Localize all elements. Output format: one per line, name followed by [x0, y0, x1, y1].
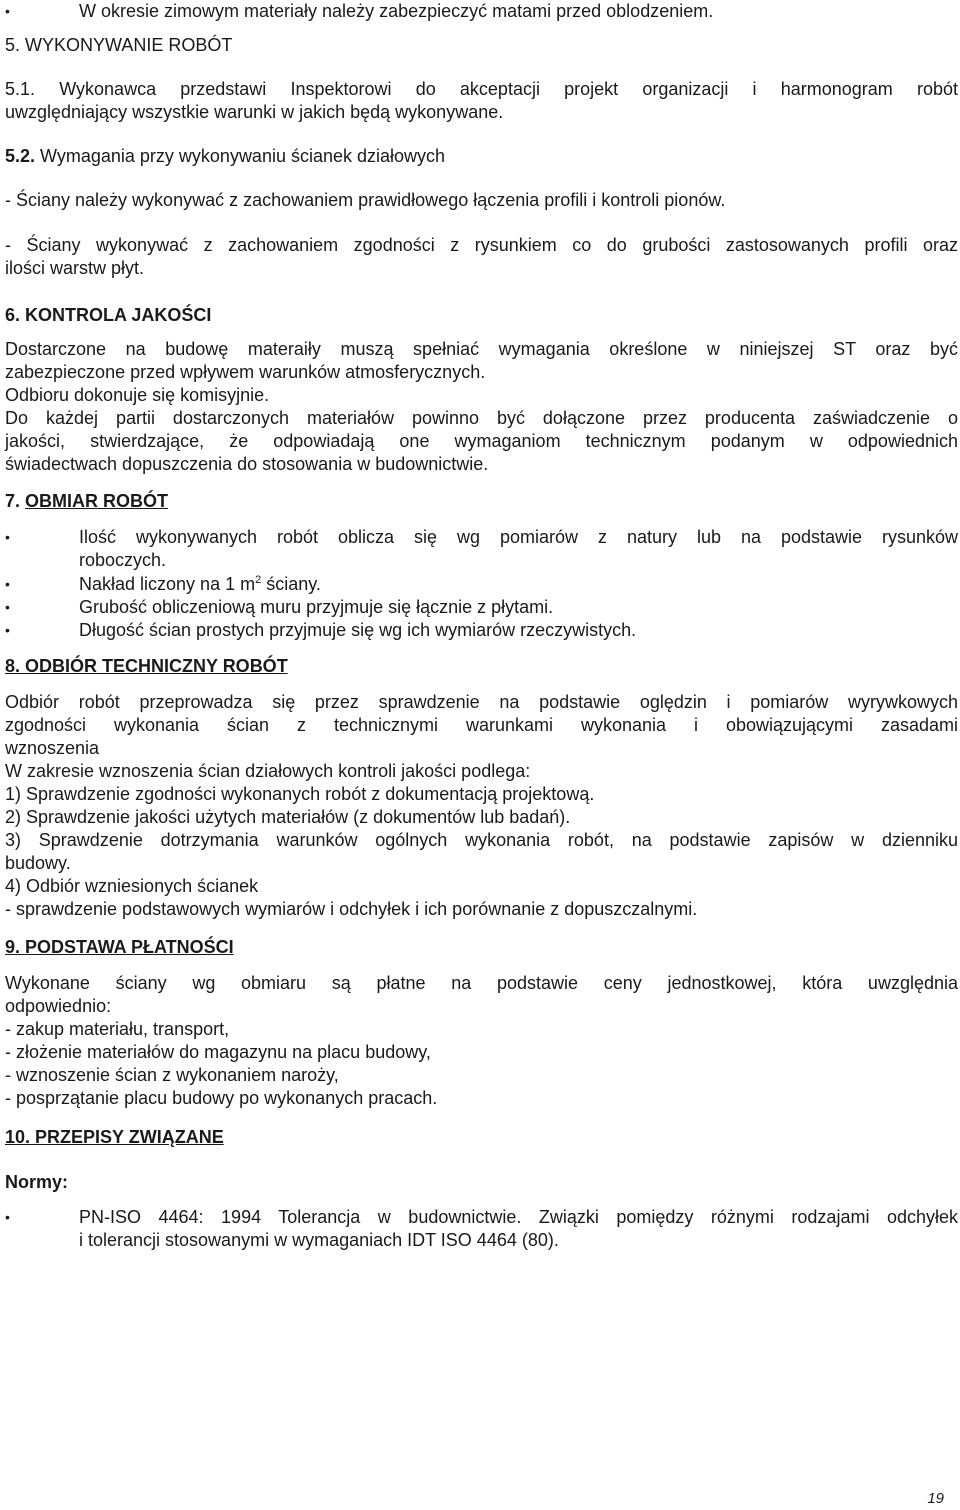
section-5-1-line2: uwzględniający wszystkie warunki w jakich będą wykonywane. [5, 102, 504, 122]
section-7-number: 7. [5, 491, 26, 511]
bullet-marker: • [5, 1209, 10, 1225]
section-5-1-line1: 5.1. Wykonawca przedstawi Inspektorowi do akceptacji projekt organizacji i harmonogram robót [5, 79, 958, 99]
section-6-heading: 6. KONTROLA JAKOŚCI [5, 305, 212, 325]
section-7-bullet1-line2: roboczych. [79, 550, 167, 570]
section-9-line2: odpowiednio: [5, 996, 112, 1016]
section-9-line4: - złożenie materiałów do magazynu na placu budowy, [5, 1042, 431, 1062]
section-8-line8: budowy. [5, 853, 71, 873]
section-8-line9: 4) Odbiór wzniesionych ścianek [5, 876, 259, 896]
section-5-2-para2-line1: - Ściany wykonywać z zachowaniem zgodności z rysunkiem co do grubości zastosowanych profili oraz [5, 235, 958, 255]
section-7-heading [5, 490, 958, 513]
section-7-bullet2-post: ściany. [261, 574, 321, 594]
section-7-bullet2-sup: 2 [255, 574, 262, 586]
section-8-line6: 2) Sprawdzenie jakości użytych materiałów (z dokumentów lub badań). [5, 807, 571, 827]
bullet-marker: • [5, 576, 10, 592]
section-5-2-text: Wymagania przy wykonywaniu ścianek działowych [35, 146, 446, 166]
section-10-heading: 10. PRZEPISY ZWIĄZANE [5, 1127, 224, 1147]
section-6-line5: jakości, stwierdzające, że odpowiadają one wymaganiom technicznym podanym w odpowiednich [5, 431, 958, 451]
section-6-line3: Odbioru dokonuje się komisyjnie. [5, 385, 270, 405]
section-10-bullet1-line2: i tolerancji stosowanymi w wymaganiach IDT ISO 4464 (80). [79, 1230, 559, 1250]
section-5-2-title [5, 145, 958, 168]
section-9-heading: 9. PODSTAWA PŁATNOŚCI [5, 937, 234, 957]
top-bullet-text: W okresie zimowym materiały należy zabezpieczyć matami przed oblodzeniem. [79, 1, 714, 21]
document-page [5, 0, 958, 1510]
section-9-line5: - wznoszenie ścian z wykonaniem naroży, [5, 1065, 339, 1085]
section-7-bullet4: Długość ścian prostych przyjmuje się wg ich wymiarów rzeczywistych. [79, 620, 637, 640]
section-8-line1: Odbiór robót przeprowadza się przez sprawdzenie na podstawie oględzin i pomiarów wyrywkowych [5, 692, 958, 712]
section-6-line1: Dostarczone na budowę materaiły muszą spełniać wymagania określone w niniejszej ST oraz być [5, 339, 958, 359]
section-10-bullet1-line1: PN-ISO 4464: 1994 Tolerancja w budownictwie. Związki pomiędzy różnymi rodzajami odchyłek [79, 1207, 958, 1227]
section-5-heading: 5. WYKONYWANIE ROBÓT [5, 35, 233, 55]
section-7-title: OBMIAR ROBÓT [25, 491, 169, 511]
section-7-bullet1-line1: Ilość wykonywanych robót oblicza się wg pomiarów z natury lub na podstawie rysunków [79, 527, 958, 547]
section-5-2-para1: - Ściany należy wykonywać z zachowaniem prawidłowego łączenia profili i kontroli pionów. [5, 190, 726, 210]
bullet-marker: • [5, 622, 10, 638]
section-9-line1: Wykonane ściany wg obmiaru są płatne na podstawie ceny jednostkowej, która uwzględnia [5, 973, 958, 993]
bullet-marker: • [5, 599, 10, 615]
section-5-2-para2-line2: ilości warstw płyt. [5, 258, 145, 278]
section-8-heading: 8. ODBIÓR TECHNICZNY ROBÓT [5, 656, 288, 676]
bullet-marker: • [5, 529, 10, 545]
section-6-line2: zabezpieczone przed wpływem warunków atmosferycznych. [5, 362, 486, 382]
section-5-2-number: 5.2. [5, 146, 36, 166]
section-8-line2: zgodności wykonania ścian z technicznymi warunkami wykonania i obowiązującymi zasadami [5, 715, 958, 735]
section-9-line3: - zakup materiału, transport, [5, 1019, 230, 1039]
section-7-bullet3: Grubość obliczeniową muru przyjmuje się łącznie z płytami. [79, 597, 554, 617]
section-7-bullet2 [79, 573, 958, 596]
section-8-line3: wznoszenia [5, 738, 100, 758]
section-8-line5: 1) Sprawdzenie zgodności wykonanych robót z dokumentacją projektową. [5, 784, 595, 804]
section-6-line4: Do każdej partii dostarczonych materiałów powinno być dołączone przez producenta zaświadczenie o [5, 408, 958, 428]
section-8-line7: 3) Sprawdzenie dotrzymania warunków ogólnych wykonania robót, na podstawie zapisów w dzienniku [5, 830, 958, 850]
page-number: 19 [927, 1490, 944, 1507]
bullet-marker: • [5, 3, 10, 19]
section-8-line4: W zakresie wznoszenia ścian działowych kontroli jakości podlega: [5, 761, 531, 781]
section-8-line10: - sprawdzenie podstawowych wymiarów i odchyłek i ich porównanie z dopuszczalnymi. [5, 899, 698, 919]
section-6-line6: świadectwach dopuszczenia do stosowania w budownictwie. [5, 454, 489, 474]
section-9-line6: - posprzątanie placu budowy po wykonanych pracach. [5, 1088, 438, 1108]
section-7-bullet2-pre: Nakład liczony na 1 m [79, 574, 256, 594]
normy-label: Normy: [5, 1172, 69, 1192]
